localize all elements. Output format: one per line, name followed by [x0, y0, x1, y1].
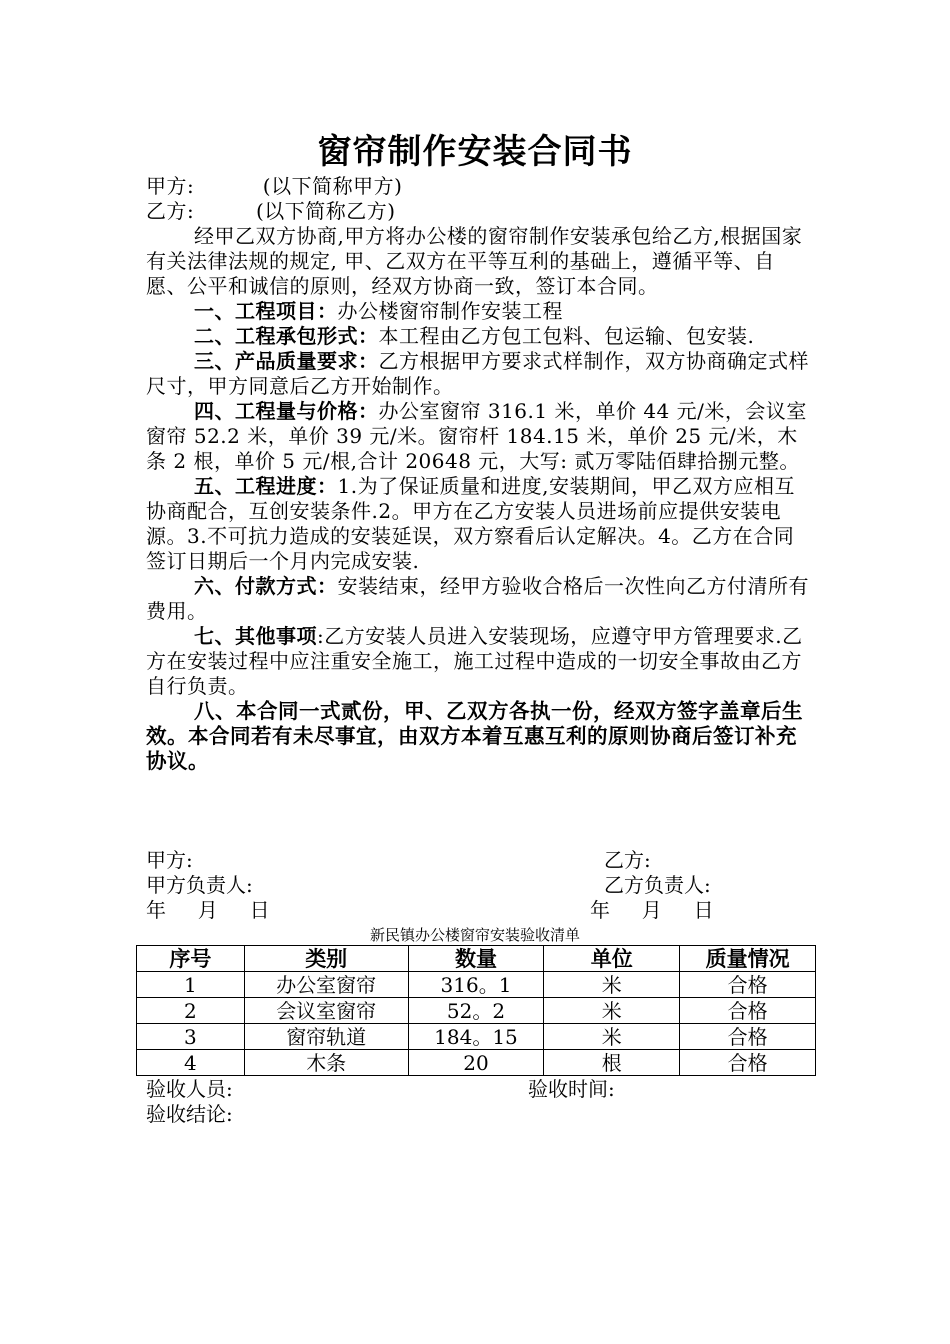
table-cell: 1 [137, 972, 245, 998]
section-text: 1.为了保证质量和进度,安装期间，甲乙双方应相互协商配合，互创安装条件.2。甲方在乙方安装人员进场前应提供安装电源。3.不可抗力造成的安装延误，双方察看后认定解决。4。乙方在合同签订日期后一个月内完成安装. [146, 474, 795, 573]
party-b-line: 乙方: (以下简称乙方) [146, 199, 396, 223]
table-cell: 办公室窗帘 [244, 972, 408, 998]
party-a-line: 甲方: (以下简称甲方) [146, 174, 403, 198]
table-row [137, 972, 816, 998]
party-a-signature-label: 甲方: [146, 848, 193, 872]
table-cell: 根 [544, 1050, 680, 1076]
table-cell: 4 [137, 1050, 245, 1076]
section-text: :乙方安装人员进入安装现场，应遵守甲方管理要求.乙方在安装过程中应注重安全施工，施工过程中造成的一切安全事故由乙方自行负责。 [146, 624, 803, 698]
inspect-time-label: 验收时间: [528, 1077, 615, 1101]
party-a-date: 年 月 日 [146, 898, 270, 922]
table-cell: 米 [544, 998, 680, 1024]
party-b-date: 年 月 日 [590, 898, 714, 922]
section-heading: 六、付款方式： [194, 574, 338, 598]
section-text: 办公室窗帘 316.1 米，单价 44 元/米，会议室窗帘 52.2 米，单价 39 元/米。窗帘杆 184.15 米，单价 25 元/米，木条 2 根，单价 5 元/根,合计 20648 元，大写: 贰万零陆佰肆拾捌元整。 [146, 399, 807, 473]
col-header-index: 序号 [137, 946, 245, 972]
section-text: 安装结束，经甲方验收合格后一次性向乙方付清所有费用。 [146, 574, 809, 623]
acceptance-table [136, 945, 816, 1076]
table-cell: 窗帘轨道 [244, 1024, 408, 1050]
section-5 [146, 474, 811, 574]
section-heading: 二、工程承包形式： [194, 324, 379, 348]
conclusion-label: 验收结论: [146, 1102, 233, 1126]
intro-paragraph: 经甲乙双方协商,甲方将办公楼的窗帘制作安装承包给乙方,根据国家有关法律法规的规定, 甲、乙双方在平等互利的基础上，遵循平等、自愿、公平和诚信的原则，经双方协商一致，签订本合同。 [146, 224, 803, 298]
table-cell: 20 [408, 1050, 544, 1076]
section-6 [146, 574, 811, 624]
footer-row-inspector [146, 1077, 811, 1102]
contract-body [146, 174, 811, 774]
col-header-category: 类别 [244, 946, 408, 972]
table-cell: 2 [137, 998, 245, 1024]
section-heading: 五、工程进度： [194, 474, 338, 498]
table-row [137, 1050, 816, 1076]
table-cell: 316。1 [408, 972, 544, 998]
section-4 [146, 399, 811, 474]
table-row [137, 998, 816, 1024]
table-cell: 52。2 [408, 998, 544, 1024]
section-7 [146, 624, 811, 699]
table-cell: 木条 [244, 1050, 408, 1076]
section-8: 八、本合同一式贰份，甲、乙双方各执一份，经双方签字盖章后生效。本合同若有未尽事宜，由双方本着互惠互利的原则协商后签订补充协议。 [146, 699, 803, 773]
table-cell: 米 [544, 1024, 680, 1050]
section-heading: 四、工程量与价格： [194, 399, 379, 423]
signature-row-date [146, 898, 811, 923]
section-text: 乙方根据甲方要求式样制作，双方协商确定式样尺寸，甲方同意后乙方开始制作。 [146, 349, 809, 398]
col-header-quantity: 数量 [408, 946, 544, 972]
checklist-title: 新民镇办公楼窗帘安装验收清单 [369, 926, 580, 944]
signature-row-rep [146, 873, 811, 898]
party-b-rep-label: 乙方负责人: [604, 873, 711, 897]
section-heading: 一、工程项目： [194, 299, 338, 323]
section-text: 本工程由乙方包工包料、包运输、包安装. [378, 324, 755, 348]
section-3 [146, 349, 811, 399]
signature-row-party [146, 848, 811, 873]
footer-row-conclusion [146, 1102, 811, 1127]
table-cell: 会议室窗帘 [244, 998, 408, 1024]
party-a-rep-label: 甲方负责人: [146, 873, 253, 897]
table-cell: 米 [544, 972, 680, 998]
col-header-unit: 单位 [544, 946, 680, 972]
table-cell: 合格 [680, 1024, 816, 1050]
table-header-row [137, 946, 816, 972]
party-b-signature-label: 乙方: [604, 848, 651, 872]
col-header-quality: 质量情况 [680, 946, 816, 972]
section-heading: 七、其他事项 [194, 624, 317, 648]
table-cell: 合格 [680, 1050, 816, 1076]
section-text: 办公楼窗帘制作安装工程 [337, 299, 563, 323]
table-cell: 合格 [680, 998, 816, 1024]
section-heading: 三、产品质量要求： [194, 349, 379, 373]
page-title: 窗帘制作安装合同书 [317, 132, 633, 172]
inspector-label: 验收人员: [146, 1077, 233, 1101]
table-row [137, 1024, 816, 1050]
table-cell: 合格 [680, 972, 816, 998]
section-2 [146, 324, 811, 349]
section-1 [146, 299, 811, 324]
table-cell: 3 [137, 1024, 245, 1050]
table-cell: 184。15 [408, 1024, 544, 1050]
